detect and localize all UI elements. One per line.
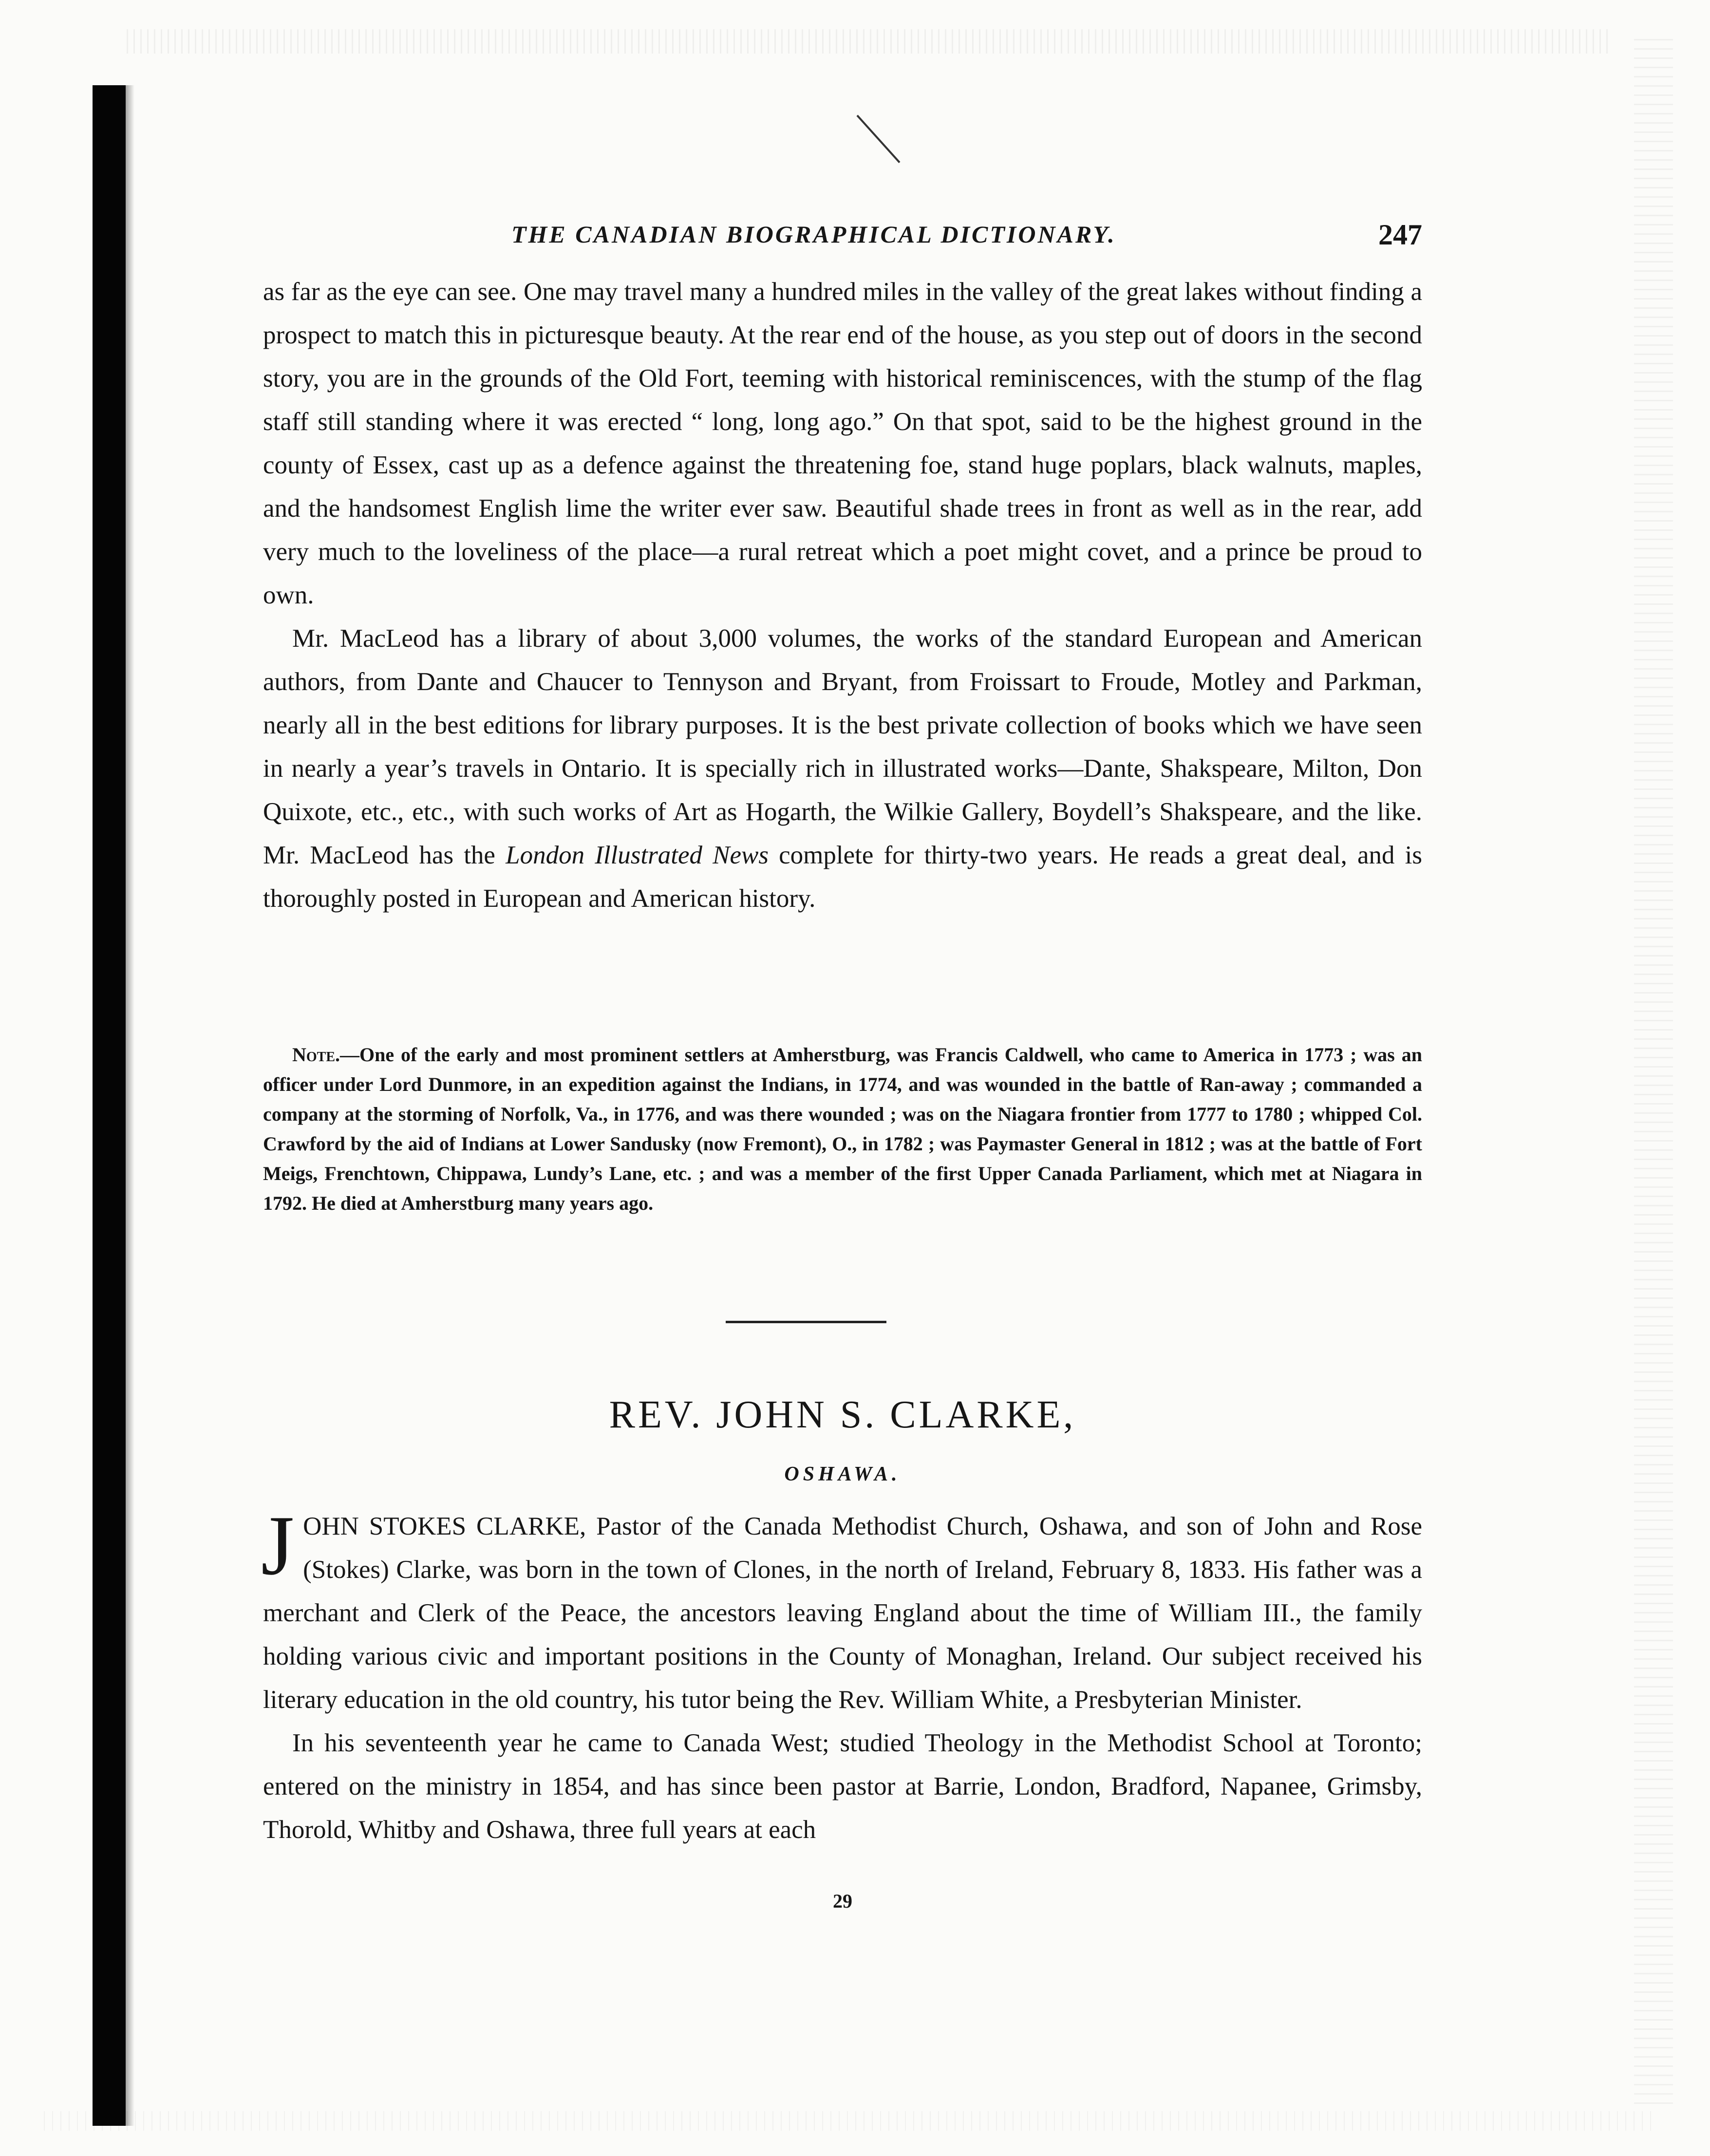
drop-cap: J [261,1498,295,1593]
scan-noise-right [1634,39,1673,2109]
footnote [263,1040,1422,1218]
running-title: THE CANADIAN BIOGRAPHICAL DICTIONARY. [511,221,1116,248]
section-divider [726,1321,886,1323]
binding-gradient [126,85,134,2126]
subject-name: OHN STOKES CLARKE, [303,1512,586,1540]
library-text-start: Mr. MacLeod has a library of about 3,000 volumes, the works of the standard European and American authors, from Dante and Chaucer to Tennyson and Bryant, from Froissart to Froude, Motley and Parkman, nearly all in the best editions for library purposes. It is the best private collection of books which we have seen in nearly a year’s travels in Ontario. It is specially rich in illustrated works—Dante, Shakspeare, Milton, Don Quixote, etc., etc., with such works of Art as Hogarth, the Wilkie Gallery, Boydell’s Shakspeare, and the like. Mr. MacLeod has the [263,624,1422,869]
paragraph-library [263,617,1422,920]
footnote-text: —One of the early and most prominent settlers at Amherstburg, was Francis Caldwell, who came to America in 1773 ; was an officer under Lord Dunmore, in an expedition against the Indians, in 1774, and was wounded in the battle of Ran-away ; commanded a company at the storming of Norfolk, Va., in 1776, and was there wounded ; was on the Niagara frontier from 1777 to 1780 ; whipped Col. Crawford by the aid of Indians at Lower Sandusky (now Fremont), O., in 1782 ; was Paymaster General in 1812 ; was at the battle of Fort Meigs, Frenchtown, Chippawa, Lundy’s Lane, etc. ; and was a member of the first Upper Canada Parliament, which met at Niagara in 1792. He died at Amherstburg many years ago. [263,1044,1422,1214]
biography-paragraph-1-text: Pastor of the Canada Methodist Church, Oshawa, and son of John and Rose (Stokes) Clarke, was born in the town of Clones, in the north of Ireland, February 8, 1833. His father was a merchant and Clerk of the Peace, the ancestors leaving England about the time of William III., the family holding various civic and important positions in the County of Monaghan, Ireland. Our subject received his literary education in the old country, his tutor being the Rev. William White, a Presbyterian Minister. [263,1512,1422,1714]
scan-noise-bottom [44,2111,1651,2131]
biography-paragraph-1 [261,1498,1422,1722]
footnote-label: Note. [292,1044,340,1066]
page-header [263,220,1422,259]
periodical-title: London Illustrated News [506,841,769,869]
biography-paragraph-2: In his seventeenth year he came to Canada West; studied Theology in the Methodist School at Toronto; entered on the ministry in 1854, and has since been pastor at Barrie, London, Bradford, Napanee, Grimsby, Thorold, Whitby and Oshawa, three full years at each [263,1729,1422,1844]
scan-noise-top [127,29,1612,54]
page-number: 247 [1378,219,1422,251]
footnote-paragraph [263,1040,1422,1218]
biography-text [261,1498,1422,1852]
signature-mark: 29 [833,1890,852,1912]
entry-title: REV. JOHN S. CLARKE, [609,1393,1076,1436]
library-text-end: complete for thirty-two years. He reads a great deal, and is thoroughly posted in European and American history. [263,841,1422,913]
binding-shadow-bar [93,85,126,2126]
paragraph-old-fort: as far as the eye can see. One may travel many a hundred miles in the valley of the great lakes without finding a prospect to match this in picturesque beauty. At the rear end of the house, as you step out of doors in the second story, you are in the grounds of the Old Fort, teeming with historical reminiscences, with the stump of the flag staff still standing where it was erected “ long, long ago.” On that spot, said to be the highest ground in the county of Essex, cast up as a defence against the threatening foe, stand huge poplars, black walnuts, maples, and the handsomest English lime the writer ever saw. Beautiful shade trees in front as well as in the rear, add very much to the loveliness of the place—a rural retreat which a poet might covet, and a prince be proud to own. [263,278,1422,609]
paper-crease-mark [857,115,901,163]
entry-location: OSHAWA. [784,1463,901,1485]
main-text [263,270,1422,920]
